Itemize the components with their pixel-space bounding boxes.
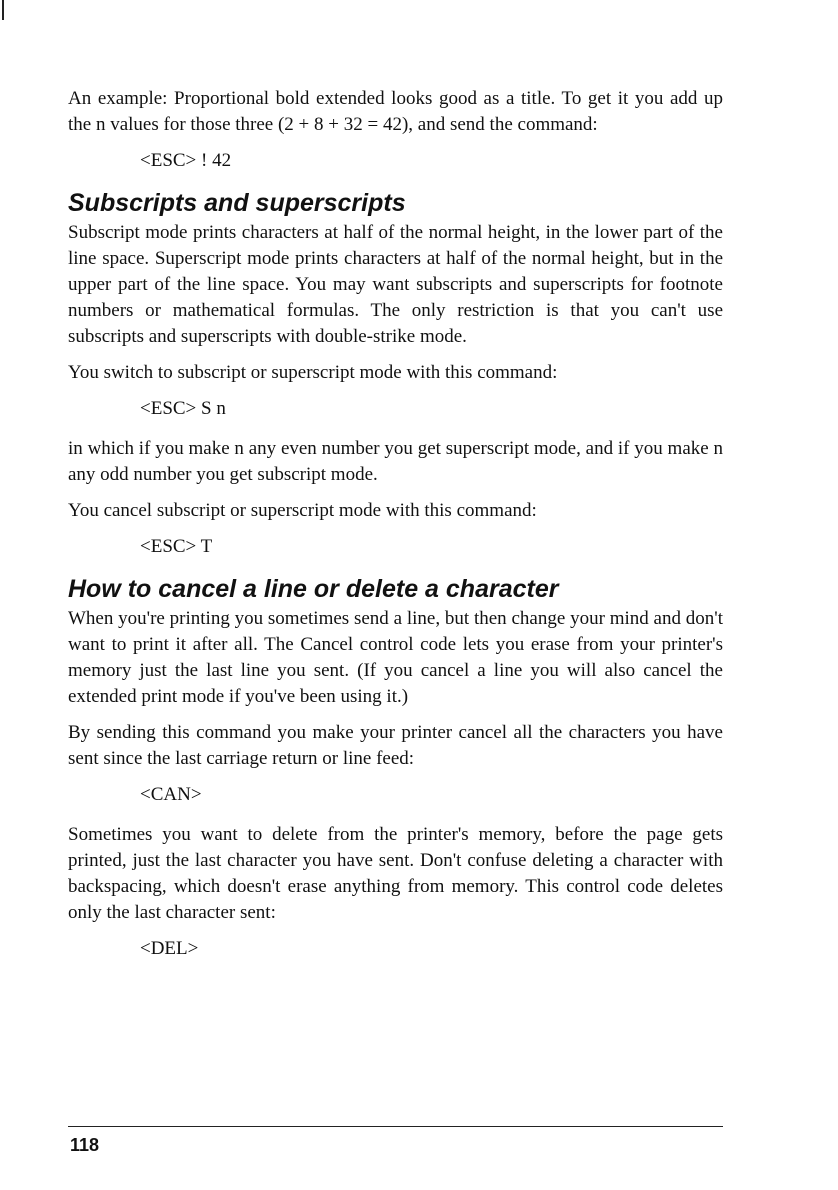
command-esc-42: <ESC> ! 42: [140, 150, 232, 171]
cancel-paragraph-3: Sometimes you want to delete from the printer's memory, before the page gets printed, just the last character you have sent. Don't confuse deleting a character with backspacing, which doesn't erase anything from memory. This control code deletes only the last character sent:: [68, 824, 723, 923]
command-esc-t: <ESC> T: [140, 536, 213, 557]
command-can: <CAN>: [140, 784, 202, 805]
cancel-paragraph-2: By sending this command you make your printer cancel all the characters you have sent since the last carriage return or line feed:: [68, 722, 723, 769]
subscripts-paragraph-4: You cancel subscript or superscript mode with this command:: [68, 500, 537, 521]
subscripts-paragraph-2: You switch to subscript or superscript mode with this command:: [68, 362, 558, 383]
page-body: [68, 86, 723, 976]
subscripts-paragraph-3: in which if you make n any even number you get superscript mode, and if you make n any odd number you get subscript mode.: [68, 438, 723, 485]
page-number: 118: [70, 1135, 100, 1155]
footer-rule: [68, 1126, 723, 1127]
subscripts-paragraph-1: Subscript mode prints characters at half of the normal height, in the lower part of the line space. Superscript mode prints characters at half of the normal height, but in the upper part of the line space. You may want subscripts and superscripts for footnote numbers or mathematical formulas. The only restriction is that you can't use subscripts and superscripts with double-strike mode.: [68, 222, 723, 347]
command-del: <DEL>: [140, 938, 199, 959]
heading-subscripts: Subscripts and superscripts: [68, 189, 406, 217]
cancel-paragraph-1: When you're printing you sometimes send a line, but then change your mind and don't want to print it after all. The Cancel control code lets you erase from your printer's memory just the last line you sent. (If you cancel a line you will also cancel the extended print mode if you've been using it.): [68, 608, 723, 707]
command-esc-s-n: <ESC> S n: [140, 398, 226, 419]
heading-cancel: How to cancel a line or delete a character: [68, 575, 559, 603]
intro-paragraph: An example: Proportional bold extended looks good as a title. To get it you add up the n values for those three (2 + 8 + 32 = 42), and send the command:: [68, 88, 723, 135]
scan-edge-mark: [2, 0, 4, 20]
